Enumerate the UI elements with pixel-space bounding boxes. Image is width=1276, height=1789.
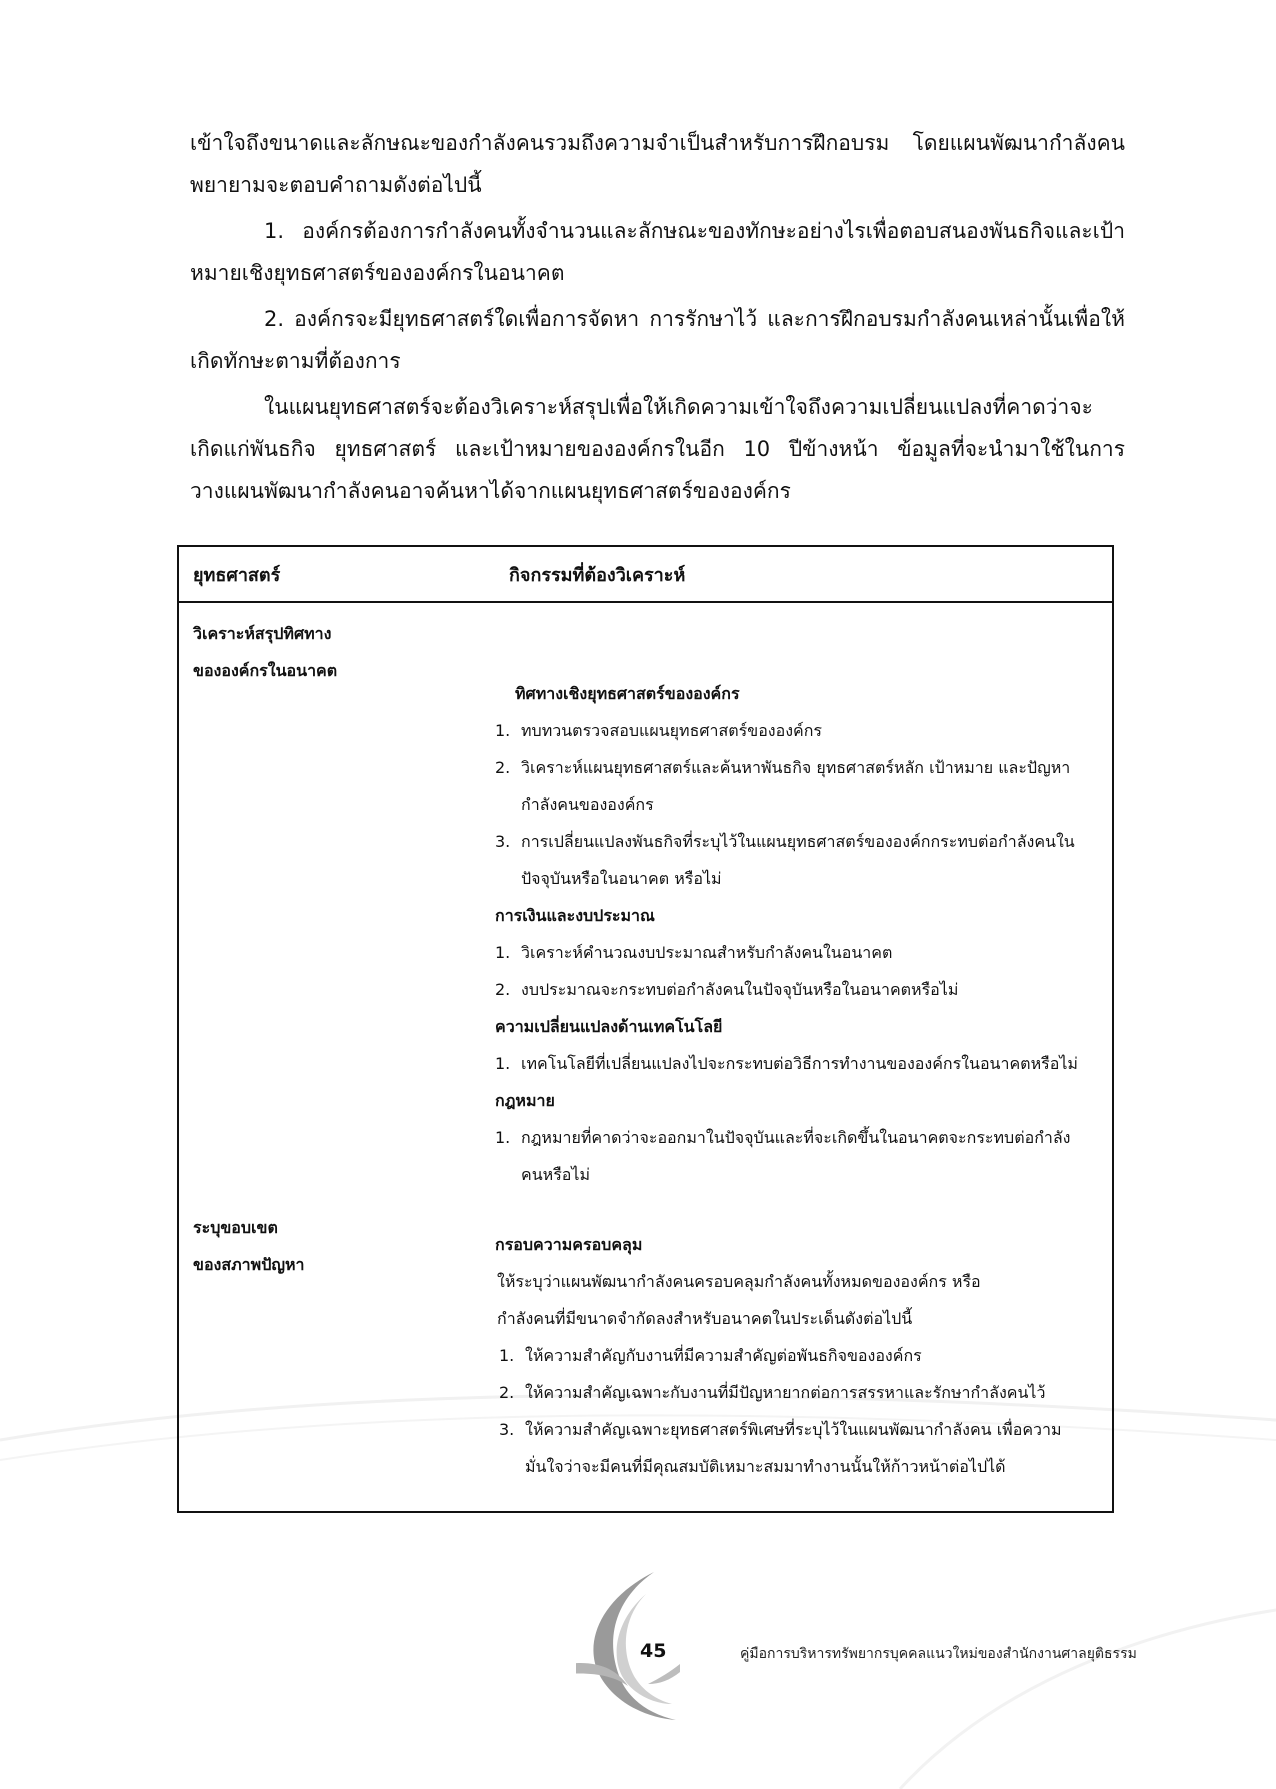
section-title: กฎหมาย <box>495 1091 555 1110</box>
table-row <box>178 602 1113 1512</box>
list-item: 2. วิเคราะห์แผนยุทธศาสตร์และค้นหาพันธกิจ ยุทธศาสตร์หลัก เป้าหมาย และปัญหากำลังคนขององค์กร <box>495 758 1071 814</box>
list-item: 3. การเปลี่ยนแปลงพันธกิจที่ระบุไว้ในแผนยุทธศาสตร์ขององค์กกระทบต่อกำลังคนในปัจจุบันหรือในอนาคต หรือไม่ <box>495 832 1075 888</box>
row2-label-line2: ของสภาพปัญหา <box>193 1255 305 1274</box>
paragraph-question-2: 2. องค์กรจะมียุทธศาสตร์ใดเพื่อการจัดหา การรักษาไว้ และการฝึกอบรมกำลังคนเหล่านั้นเพื่อให้เกิดทักษะตามที่ต้องการ <box>190 307 1125 373</box>
row1-label-line1: วิเคราะห์สรุปทิศทาง <box>193 624 332 643</box>
table-header-row <box>178 546 1113 602</box>
row-label-cell <box>178 602 495 1512</box>
section-list <box>495 1119 1082 1193</box>
list-item: 2. ให้ความสำคัญเฉพาะกับงานที่มีปัญหายากต่อการสรรหาและรักษากำลังคนไว้ <box>499 1383 1046 1402</box>
header-activities: กิจกรรมที่ต้องวิเคราะห์ <box>495 546 1113 602</box>
section-list <box>495 934 1082 1008</box>
list-item: 1. วิเคราะห์คำนวณงบประมาณสำหรับกำลังคนในอนาคต <box>495 943 893 962</box>
row1-label-line2: ขององค์กรในอนาคต <box>193 661 338 680</box>
page-number: 45 <box>640 1640 667 1662</box>
section-list <box>495 1337 1082 1485</box>
list-item: 1. เทคโนโลยีที่เปลี่ยนแปลงไปจะกระทบต่อวิธีการทำงานขององค์กรในอนาคตหรือไม่ <box>495 1054 1078 1073</box>
list-item: 1. ให้ความสำคัญกับงานที่มีความสำคัญต่อพันธกิจขององค์กร <box>499 1346 922 1365</box>
section-list <box>495 1045 1082 1082</box>
activities-cell <box>495 602 1113 1512</box>
strategy-table <box>177 545 1114 1513</box>
section-title: การเงินและงบประมาณ <box>495 906 655 925</box>
list-item: 3. ให้ความสำคัญเฉพาะยุทธศาสตร์พิเศษที่ระบุไว้ในแผนพัฒนากำลังคน เพื่อความมั่นใจว่าจะมีคนที่มีคุณสมบัติเหมาะสมมาทำงานนั้นให้ก้าวหน้าต่อไปได้ <box>499 1420 1062 1476</box>
list-item: 1. ทบทวนตรวจสอบแผนยุทธศาสตร์ขององค์กร <box>495 721 823 740</box>
swirl-logo-icon <box>576 1568 686 1728</box>
paragraph-intro: เข้าใจถึงขนาดและลักษณะของกำลังคนรวมถึงความจำเป็นสำหรับการฝึกอบรม โดยแผนพัฒนากำลังคนพยายามจะตอบคำถามดังต่อไปนี้ <box>190 131 1125 197</box>
footer-title: คู่มือการบริหารทรัพยากรบุคคลแนวใหม่ของสำนักงานศาลยุติธรรม <box>740 1646 1137 1662</box>
section-title: กรอบความครอบคลุม <box>495 1235 643 1254</box>
section-title: ความเปลี่ยนแปลงด้านเทคโนโลยี <box>495 1017 723 1036</box>
list-item: 2. งบประมาณจะกระทบต่อกำลังคนในปัจจุบันหรือในอนาคตหรือไม่ <box>495 980 959 999</box>
row2-label-line1: ระบุขอบเขต <box>193 1218 278 1237</box>
section-title: ทิศทางเชิงยุทธศาสตร์ขององค์กร <box>515 684 740 703</box>
paragraph-question-1: 1. องค์กรต้องการกำลังคนทั้งจำนวนและลักษณะของทักษะอย่างไรเพื่อตอบสนองพันธกิจและเป้าหมายเชิงยุทธศาสตร์ขององค์กรในอนาคต <box>190 219 1125 285</box>
list-item: 1. กฎหมายที่คาดว่าจะออกมาในปัจจุบันและที่จะเกิดขึ้นในอนาคตจะกระทบต่อกำลังคนหรือไม่ <box>495 1128 1071 1184</box>
scope-intro-line2: กำลังคนที่มีขนาดจำกัดลงสำหรับอนาคตในประเด็นดังต่อไปนี้ <box>497 1309 913 1328</box>
section-list <box>495 712 1082 897</box>
scope-intro-line1: ให้ระบุว่าแผนพัฒนากำลังคนครอบคลุมกำลังคนทั้งหมดขององค์กร หรือ <box>497 1272 981 1291</box>
paragraph-strategy: ในแผนยุทธศาสตร์จะต้องวิเคราะห์สรุปเพื่อให้เกิดความเข้าใจถึงความเปลี่ยนแปลงที่คาดว่าจะเกิดแก่พันธกิจ ยุทธศาสตร์ และเป้าหมายขององค์กรในอีก 10 ปีข้างหน้า ข้อมูลที่จะนำมาใช้ในการวางแผนพัฒนากำลังคนอาจค้นหาได้จากแผนยุทธศาสตร์ขององค์กร <box>190 395 1125 503</box>
header-strategy: ยุทธศาสตร์ <box>178 546 495 602</box>
